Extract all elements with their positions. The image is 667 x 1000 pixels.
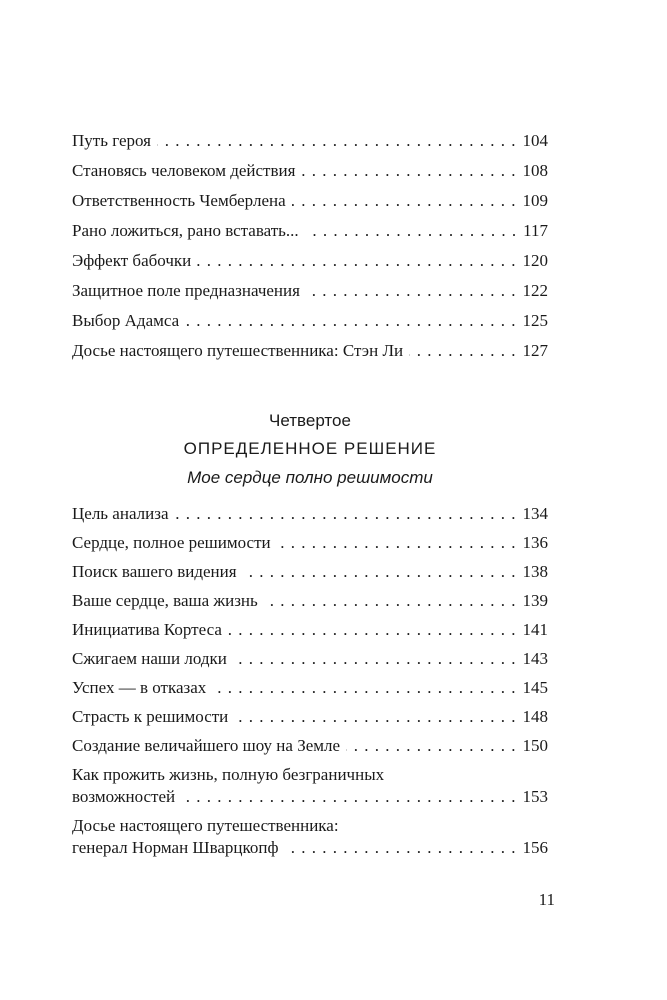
toc-entry[interactable] [72,160,548,182]
toc-entry[interactable] [72,590,548,612]
toc-entry[interactable] [72,735,548,757]
leader-dots [212,677,516,699]
part-number: Четвертое [269,411,351,430]
toc-entry[interactable] [72,503,548,525]
toc-entry-line2 [72,786,548,808]
toc-entry-title: Создание величайшего шоу на Земле [72,736,341,755]
leader-dots [175,503,517,525]
toc-entry-title: Путь героя [72,131,151,150]
toc-entry-page: 122 [522,281,548,300]
toc-entry-line2 [72,837,548,859]
toc-entry[interactable] [72,619,548,641]
toc-entry[interactable] [72,532,548,554]
page-number: 11 [538,890,555,909]
toc-entry-page: 117 [523,221,548,240]
toc-entry-title: Инициатива Кортеса [72,620,222,639]
toc-entry-title: Сердце, полное решимости [72,533,271,552]
toc-entry[interactable] [72,190,548,212]
toc-list-top [72,130,548,362]
leader-dots [285,837,517,859]
toc-entry-title: Поиск вашего видения [72,562,237,581]
toc-entry-title: Становясь человеком действия [72,161,296,180]
toc-entry-page: 127 [522,341,548,360]
toc-entry-page: 108 [522,161,548,180]
leader-dots [306,280,517,302]
toc-entry-title-line1: Как прожить жизнь, полную безграничных [72,765,385,784]
toc-entry-page: 139 [522,591,548,610]
leader-dots [234,706,516,728]
toc-entry-title: Защитное поле предназначения [72,281,300,300]
toc-entry-page: 150 [522,736,548,755]
toc-entry-page: 120 [522,251,548,270]
leader-dots [185,310,516,332]
leader-dots [292,190,517,212]
leader-dots [197,250,516,272]
toc-entry[interactable] [72,280,548,302]
toc-entry-page: 134 [522,504,548,523]
toc-entry-title: Цель анализа [72,504,169,523]
toc-entry-page: 136 [522,533,548,552]
toc-entry[interactable] [72,561,548,583]
toc-list-bottom [72,503,548,859]
part-subtitle: Мое сердце полно решимости [187,468,433,487]
toc-entry[interactable] [72,648,548,670]
toc-entry[interactable] [72,706,548,728]
toc-entry-page: 141 [522,620,548,639]
toc-entry[interactable] [72,250,548,272]
leader-dots [233,648,517,670]
toc-entry-page: 125 [522,311,548,330]
toc-entry-title: Успех — в отказах [72,678,207,697]
leader-dots [305,220,517,242]
toc-entry[interactable] [72,220,548,242]
leader-dots [181,786,516,808]
toc-entry-title: Эффект бабочки [72,251,192,270]
toc-entry-page: 143 [522,649,548,668]
toc-entry-title: Ответственность Чемберлена [72,191,286,210]
toc-entry-title: Выбор Адамса [72,311,180,330]
toc-entry-title: Ваше сердце, ваша жизнь [72,591,258,610]
toc-entry-page: 148 [522,707,548,726]
toc-entry-title: Досье настоящего путешественника: Стэн Ли [72,341,404,360]
toc-entry-title-line2: генерал Норман Шварцкопф [72,838,279,857]
toc-entry-title-line1: Досье настоящего путешественника: [72,816,339,835]
toc-entry-page: 156 [522,838,548,857]
leader-dots [409,340,516,362]
toc-entry[interactable] [72,677,548,699]
toc-entry-title: Страсть к решимости [72,707,229,726]
toc-entry-multiline[interactable] [72,764,548,808]
toc-entry-page: 145 [522,678,548,697]
leader-dots [157,130,517,152]
toc-entry[interactable] [72,310,548,332]
leader-dots [243,561,517,583]
leader-dots [346,735,516,757]
leader-dots [277,532,517,554]
toc-entry-title: Сжигаем наши лодки [72,649,227,668]
toc-entry[interactable] [72,130,548,152]
leader-dots [228,619,517,641]
toc-entry-page: 138 [522,562,548,581]
leader-dots [301,160,516,182]
toc-entry-page: 104 [522,131,548,150]
toc-entry-page: 109 [522,191,548,210]
toc-entry-title: Рано ложиться, рано вставать... [72,221,299,240]
toc-entry-multiline[interactable] [72,815,548,859]
toc-entry[interactable] [72,340,548,362]
part-title: ОПРЕДЕЛЕННОЕ РЕШЕНИЕ [183,439,437,458]
toc-entry-page: 153 [522,787,548,806]
toc-entry-title-line2: возможностей [72,787,176,806]
leader-dots [264,590,517,612]
